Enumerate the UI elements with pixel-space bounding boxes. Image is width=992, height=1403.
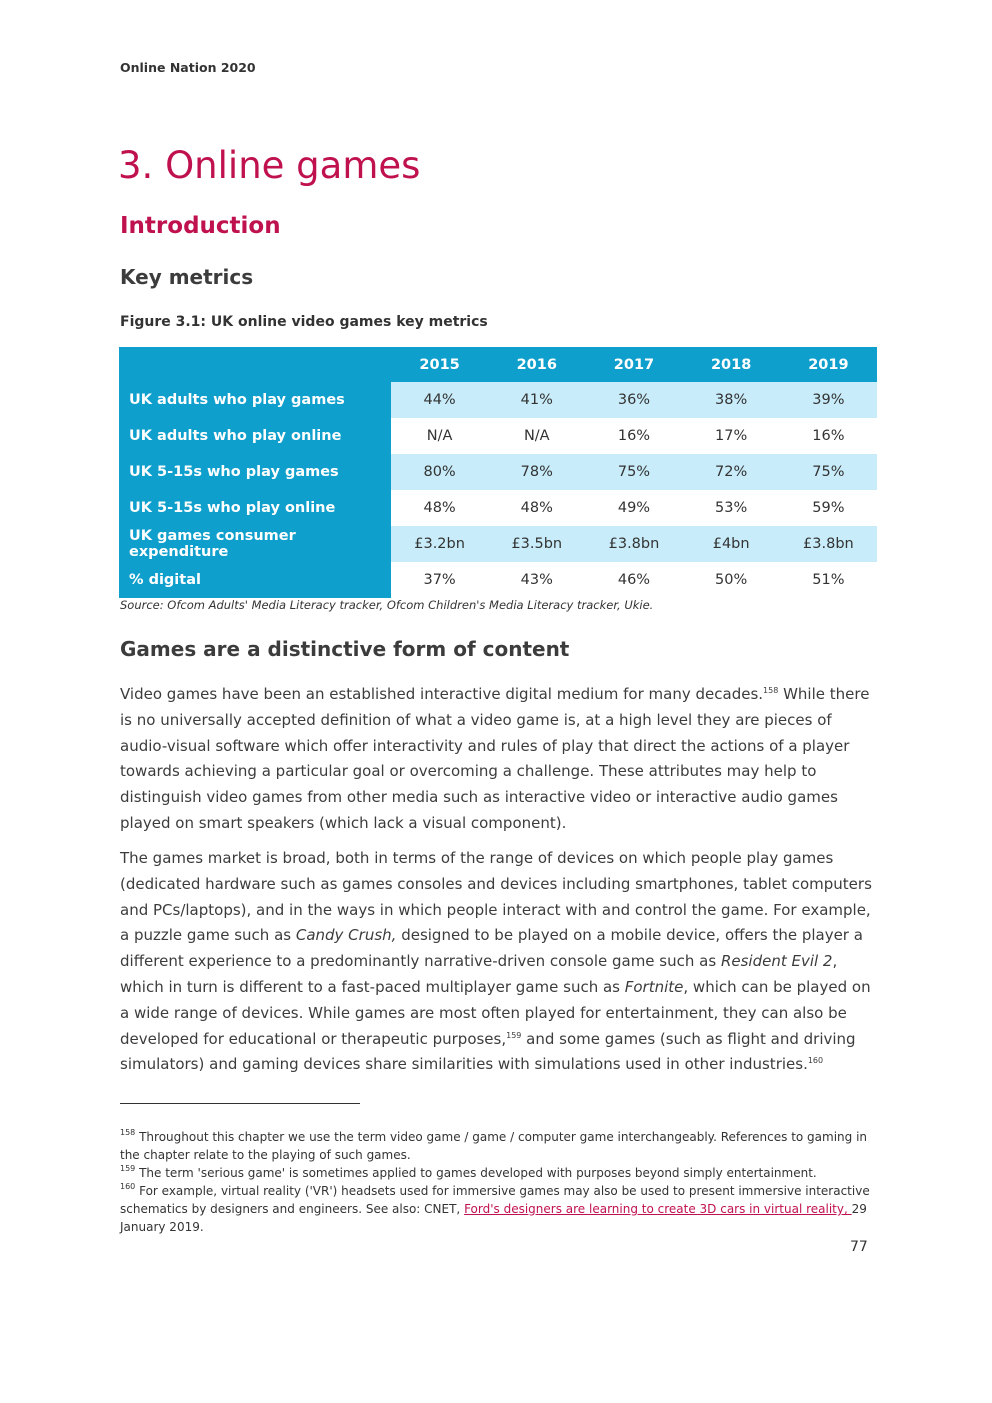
footnote-number: 158 (120, 1128, 136, 1137)
table-cell: 44% (391, 382, 488, 418)
paragraph-2-text-d: , which can be played on a wide range of devices. While games are most often played for entertainment, they can also be developed for educational or therapeutic purposes, (120, 977, 871, 1048)
table-cell: 78% (488, 454, 585, 490)
footnote-159 (120, 1164, 880, 1182)
column-header: 2017 (585, 347, 682, 382)
paragraph-1-text-a: Video games have been an established interactive digital medium for many decades. (120, 685, 764, 703)
figure-source: Source: Ofcom Adults' Media Literacy tracker, Ofcom Children's Media Literacy tracker, Ukie. (120, 598, 654, 612)
table-cell: 72% (683, 454, 780, 490)
footnote-ref-159[interactable]: 159 (506, 1030, 522, 1040)
table-header-row (119, 347, 877, 382)
table-cell: 75% (585, 454, 682, 490)
footnote-158 (120, 1128, 880, 1164)
paragraph-2-text-a: The games market is broad, both in terms of the range of devices on which people play games (dedicated hardware such as games consoles and devices including smartphones, tablet computers and PCs/laptops), and in the ways in which people interact with and control the game. For example, a puzzle game such as (120, 849, 872, 945)
cnet-article-link[interactable]: Ford's designers are learning to create 3D cars in virtual reality, (464, 1202, 852, 1216)
table-cell: 39% (780, 382, 877, 418)
table-cell: £3.2bn (391, 526, 488, 562)
row-label: % digital (119, 562, 391, 598)
figure-caption: Figure 3.1: UK online video games key metrics (120, 314, 488, 330)
row-label: UK 5-15s who play games (119, 454, 391, 490)
table-cell: 48% (520, 500, 553, 516)
paragraph-1-text-b: While there is no universally accepted definition of what a video game is, at a high level they are pieces of audio-visual software which offer interactivity and rules of play that direct the actions of a player towards achieving a particular goal or overcoming a challenge. These attributes may help to distinguish video games from other media such as interactive video or interactive audio games played on smart speakers (which lack a visual component). (120, 685, 870, 832)
table-cell: 36% (585, 382, 682, 418)
table-row (119, 382, 877, 418)
footnote-ref-158[interactable]: 158 (763, 686, 779, 695)
subsection-title: Key metrics (120, 265, 254, 289)
table-row (119, 418, 877, 454)
table-row (119, 454, 877, 490)
key-metrics-table (119, 347, 877, 598)
table-cell: 75% (780, 454, 877, 490)
table-cell: £4bn (683, 526, 780, 562)
table-cell: N/A (523, 428, 550, 444)
footnote-text: The term 'serious game' is sometimes applied to games developed with purposes beyond simply entertainment. (135, 1166, 817, 1180)
table-row (119, 490, 877, 526)
paragraph-1 (120, 682, 872, 837)
table-cell: 16% (812, 428, 845, 444)
game-title-fortnite: Fortnite (624, 977, 684, 996)
table-cell: £3.8bn (585, 526, 682, 562)
table-cell: 48% (423, 500, 456, 516)
row-label: UK 5-15s who play online (119, 490, 391, 526)
table-cell: 41% (488, 382, 585, 418)
column-header: 2015 (391, 347, 488, 382)
section-title: Introduction (120, 213, 281, 239)
paragraph-2-text-c: , which in turn is different to a fast-paced multiplayer game such as (120, 952, 838, 996)
table-cell: 16% (617, 428, 651, 444)
table-cell: £3.5bn (488, 526, 585, 562)
footnote-text: Throughout this chapter we use the term video game / game / computer game interchangeably. References to gaming in the chapter relate to the playing of such games. (120, 1130, 868, 1162)
table-cell: N/A (426, 428, 453, 444)
table-cell: 80% (391, 454, 488, 490)
footnote-ref-160[interactable]: 160 (807, 1056, 824, 1066)
column-header: 2018 (683, 347, 780, 382)
row-label: UK adults who play online (119, 418, 391, 454)
table-cell: 53% (715, 500, 748, 516)
table-cell: £3.8bn (780, 526, 877, 562)
paragraph-2-text-b: designed to be played on a mobile device, offers the player a different experience to a predominantly narrative-driven console game such as (120, 926, 863, 971)
table-cell: 38% (683, 382, 780, 418)
chapter-title: 3. Online games (118, 144, 421, 187)
table-cell: 17% (715, 428, 748, 444)
footnote-160 (120, 1182, 880, 1236)
column-header: 2019 (780, 347, 877, 382)
table-cell: 49% (617, 500, 651, 516)
section2-title: Games are a distinctive form of content (120, 637, 570, 661)
table-row (119, 562, 877, 598)
table-cell: 59% (812, 500, 845, 516)
table-cell: 51% (812, 572, 845, 588)
table-cell: 50% (715, 572, 748, 588)
column-header (119, 347, 391, 382)
table-cell: 46% (617, 572, 651, 588)
page-number: 77 (850, 1239, 868, 1255)
table-row (119, 526, 877, 562)
footnote-text: For example, virtual reality ('VR') headsets used for immersive games may also be used to present immersive interactive schematics by designers and engineers. See also: CNET, (120, 1184, 870, 1216)
footnote-divider (120, 1103, 360, 1104)
row-label: UK games consumer expenditure (119, 526, 391, 562)
paragraph-2-text-e: and some games (such as flight and driving simulators) and gaming devices share similarities with simulations used in other industries. (120, 1029, 856, 1074)
game-title-candy-crush: Candy Crush, (295, 926, 397, 945)
running-header: Online Nation 2020 (120, 60, 256, 75)
footnote-number: 160 (120, 1182, 136, 1191)
table-cell: 43% (520, 572, 553, 588)
column-header: 2016 (488, 347, 585, 382)
game-title-resident-evil: Resident Evil 2 (720, 952, 833, 971)
footnote-number: 159 (120, 1164, 136, 1173)
table-cell: 37% (423, 572, 456, 588)
row-label: UK adults who play games (119, 382, 391, 418)
footnote-date: 29 January 2019. (120, 1202, 867, 1234)
paragraph-2 (120, 846, 872, 1078)
